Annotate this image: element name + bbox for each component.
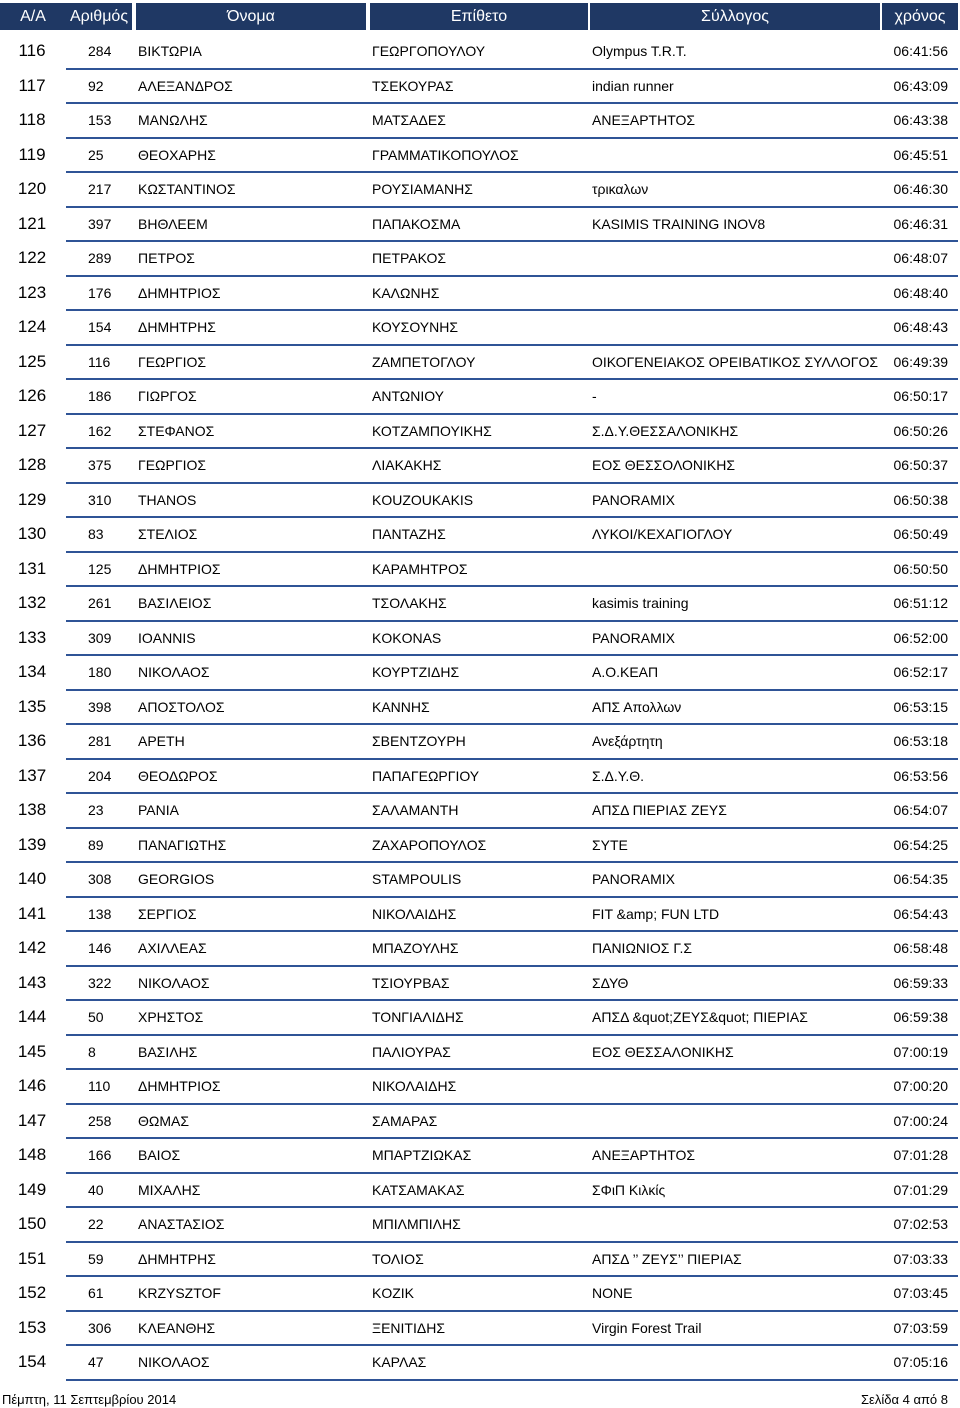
header-number: Αριθμός <box>66 3 132 30</box>
table-row <box>0 415 960 450</box>
row-time: 06:53:56 <box>893 767 948 784</box>
row-number: 308 <box>88 871 112 887</box>
row-rank: 120 <box>17 179 47 198</box>
row-club: ΣΦιΠ Κιλκίς <box>592 1181 666 1198</box>
page-footer <box>0 1392 960 1408</box>
row-club: Olympus T.R.T. <box>592 43 687 59</box>
table-row <box>0 622 960 657</box>
row-time: 06:50:50 <box>893 560 948 577</box>
row-first-name: ΒΑΙΟΣ <box>138 1147 181 1163</box>
row-club: NONE <box>592 1285 633 1301</box>
row-number: 89 <box>88 836 104 853</box>
row-number: 162 <box>88 422 112 439</box>
row-first-name: ΑΝΑΣΤΑΣΙΟΣ <box>138 1216 225 1232</box>
row-number: 146 <box>88 940 112 956</box>
row-first-name: ΠΑΝΑΓΙΩΤΗΣ <box>138 836 227 853</box>
row-first-name: ΝΙΚΟΛΑΟΣ <box>138 974 210 991</box>
table-row <box>0 691 960 726</box>
row-first-name: ΓΕΩΡΓΙΟΣ <box>138 457 206 473</box>
row-rank: 124 <box>17 317 47 336</box>
row-time: 06:43:38 <box>893 112 948 128</box>
row-first-name: ΑΧΙΛΛΕΑΣ <box>138 940 207 956</box>
row-time: 07:00:20 <box>893 1078 948 1094</box>
row-time: 07:03:45 <box>893 1285 948 1301</box>
row-club: Virgin Forest Trail <box>592 1319 702 1336</box>
row-rank: 118 <box>18 110 46 129</box>
row-club: PANORAMIX <box>592 871 675 887</box>
header-time: χρόνος <box>882 3 958 30</box>
row-last-name: ΓΕΩΡΓΟΠΟΥΛΟΥ <box>372 43 486 59</box>
row-time: 07:01:28 <box>893 1147 948 1163</box>
row-last-name: ΚΑΛΩΝΗΣ <box>372 284 440 301</box>
row-first-name: ΡΑΝΙΑ <box>138 802 179 818</box>
row-club: Σ.Δ.Υ.Θ. <box>592 767 645 784</box>
row-last-name: ΣΒΕΝΤΖΟΥΡΗ <box>372 733 466 749</box>
row-club: τρικαλων <box>592 181 649 197</box>
row-first-name: IOANNIS <box>138 629 196 646</box>
row-number: 284 <box>88 43 112 59</box>
row-club: FIT &amp; FUN LTD <box>592 905 720 922</box>
row-last-name: STAMPOULIS <box>372 871 462 887</box>
row-divider <box>66 1379 958 1381</box>
row-number: 110 <box>88 1078 111 1094</box>
row-rank: 150 <box>17 1214 47 1233</box>
row-first-name: ΒΗΘΛΕΕΜ <box>138 215 208 232</box>
row-last-name: ΜΠΑΡΤΖΙΩΚΑΣ <box>372 1147 472 1163</box>
row-club: ΕΟΣ ΘΕΣΣΑΛΟΝΙΚΗΣ <box>592 1043 734 1060</box>
row-first-name: ΑΡΕΤΗ <box>138 733 185 749</box>
table-row <box>0 656 960 691</box>
row-rank: 142 <box>17 938 47 957</box>
row-last-name: ΚΟΤΖΑΜΠΟΥΙΚΗΣ <box>372 422 492 439</box>
table-row <box>0 863 960 898</box>
row-club: PANORAMIX <box>592 629 675 646</box>
row-time: 06:50:49 <box>893 526 948 542</box>
row-number: 116 <box>88 353 111 370</box>
row-rank: 132 <box>17 593 47 612</box>
row-club: Σ.Δ.Υ.ΘΕΣΣΑΛΟΝΙΚΗΣ <box>592 422 739 439</box>
row-number: 261 <box>88 595 112 611</box>
table-row <box>0 829 960 864</box>
row-rank: 117 <box>18 75 46 95</box>
row-rank: 141 <box>17 903 47 923</box>
row-time: 06:50:37 <box>893 457 948 473</box>
table-row <box>0 1105 960 1140</box>
row-rank: 143 <box>17 972 47 992</box>
table-row <box>0 346 960 381</box>
row-last-name: ΑΝΤΩΝΙΟΥ <box>372 388 444 404</box>
row-club: PANORAMIX <box>592 491 675 508</box>
row-number: 306 <box>88 1319 112 1336</box>
row-time: 06:48:43 <box>893 319 948 335</box>
row-first-name: ΣΤΕΛΙΟΣ <box>138 526 198 542</box>
row-number: 25 <box>88 146 104 163</box>
row-time: 06:58:48 <box>893 940 948 956</box>
row-last-name: ΖΑΧΑΡΟΠΟΥΛΟΣ <box>372 836 487 853</box>
header-club: Σύλλογος <box>590 3 880 30</box>
row-number: 40 <box>88 1181 104 1198</box>
row-number: 125 <box>88 560 112 577</box>
row-time: 06:50:38 <box>893 491 948 508</box>
row-club: Ανεξάρτητη <box>592 733 663 749</box>
row-number: 83 <box>88 526 104 542</box>
table-row <box>0 1174 960 1209</box>
table-row <box>0 104 960 139</box>
row-first-name: ΑΛΕΞΑΝΔΡΟΣ <box>138 77 233 94</box>
row-club: ΛΥΚΟΙ/ΚΕΧΑΓΙΟΓΛΟΥ <box>592 526 733 542</box>
table-row <box>0 173 960 208</box>
row-time: 07:00:19 <box>893 1043 948 1060</box>
table-row <box>0 449 960 484</box>
row-last-name: ΜΠΑΖΟΥΛΗΣ <box>372 940 459 956</box>
table-row <box>0 70 960 105</box>
row-last-name: ΠΑΠΑΚΟΣΜΑ <box>372 215 461 232</box>
row-last-name: ΤΟΛΙΟΣ <box>372 1250 424 1267</box>
row-time: 06:48:40 <box>893 284 948 301</box>
row-last-name: ΝΙΚΟΛΑΙΔΗΣ <box>372 905 457 922</box>
row-first-name: ΑΠΟΣΤΟΛΟΣ <box>138 698 225 715</box>
row-rank: 116 <box>18 41 46 60</box>
row-first-name: ΔΗΜΗΤΡΙΟΣ <box>138 284 221 301</box>
row-first-name: ΝΙΚΟΛΑΟΣ <box>138 1354 210 1370</box>
table-row <box>0 760 960 795</box>
row-last-name: ΚΟΥΡΤΖΙΔΗΣ <box>372 664 460 680</box>
row-rank: 152 <box>17 1283 47 1302</box>
row-time: 06:53:18 <box>893 733 948 749</box>
table-row <box>0 1243 960 1278</box>
row-first-name: ΘΕΟΔΩΡΟΣ <box>138 767 218 784</box>
row-number: 281 <box>88 733 112 749</box>
row-number: 398 <box>88 698 112 715</box>
row-rank: 125 <box>17 351 47 371</box>
row-first-name: ΒΙΚΤΩΡΙΑ <box>138 43 202 59</box>
row-first-name: KRZYSZTOF <box>138 1285 221 1301</box>
table-row <box>0 311 960 346</box>
row-rank: 153 <box>17 1317 47 1337</box>
row-time: 07:03:59 <box>893 1319 948 1336</box>
row-rank: 133 <box>17 627 47 647</box>
row-first-name: ΚΛΕΑΝΘΗΣ <box>138 1319 216 1336</box>
table-row <box>0 1070 960 1105</box>
row-rank: 121 <box>17 213 47 233</box>
row-first-name: ΘΕΟΧΑΡΗΣ <box>138 146 216 163</box>
row-time: 07:05:16 <box>893 1354 948 1370</box>
row-club: ΑΠΣ Απολλων <box>592 698 682 715</box>
table-row <box>0 967 960 1002</box>
row-number: 22 <box>88 1216 104 1232</box>
row-first-name: THANOS <box>138 491 197 508</box>
table-row <box>0 587 960 622</box>
row-last-name: ΚΑΡΛΑΣ <box>372 1354 427 1370</box>
row-time: 06:46:31 <box>893 215 948 232</box>
row-number: 204 <box>88 767 112 784</box>
row-rank: 146 <box>17 1076 47 1095</box>
row-time: 06:52:00 <box>893 629 948 646</box>
row-time: 06:50:17 <box>893 388 948 404</box>
row-number: 61 <box>88 1285 104 1301</box>
row-rank: 119 <box>18 144 46 164</box>
row-time: 06:51:12 <box>893 595 948 611</box>
row-time: 06:54:35 <box>893 871 948 887</box>
row-rank: 122 <box>17 248 47 267</box>
row-rank: 154 <box>17 1352 47 1371</box>
row-rank: 136 <box>17 731 47 750</box>
row-time: 06:49:39 <box>893 353 948 370</box>
row-last-name: ΣΑΜΑΡΑΣ <box>372 1112 438 1129</box>
row-time: 06:41:56 <box>893 43 948 59</box>
table-row <box>0 794 960 829</box>
row-rank: 151 <box>17 1248 47 1268</box>
row-number: 258 <box>88 1112 112 1129</box>
row-last-name: ΤΣΙΟΥΡΒΑΣ <box>372 974 450 991</box>
row-time: 06:54:25 <box>893 836 948 853</box>
table-row <box>0 277 960 312</box>
row-time: 06:53:15 <box>893 698 948 715</box>
row-club: Α.Ο.ΚΕΑΠ <box>592 664 659 680</box>
row-number: 322 <box>88 974 112 991</box>
row-rank: 139 <box>17 834 47 854</box>
row-number: 153 <box>88 112 112 128</box>
row-time: 07:03:33 <box>893 1250 948 1267</box>
table-row <box>0 1312 960 1347</box>
row-rank: 138 <box>17 800 47 819</box>
row-time: 06:45:51 <box>893 146 948 163</box>
row-rank: 147 <box>17 1110 47 1130</box>
row-number: 154 <box>88 319 112 335</box>
row-last-name: ΜΑΤΣΑΔΕΣ <box>372 112 446 128</box>
row-club: ΑΝΕΞΑΡΤΗΤΟΣ <box>592 112 696 128</box>
table-row <box>0 725 960 760</box>
table-row <box>0 1001 960 1036</box>
row-first-name: ΔΗΜΗΤΡΗΣ <box>138 1250 216 1267</box>
row-club: ΠΑΝΙΩΝΙΟΣ Γ.Σ <box>592 940 693 956</box>
row-time: 06:48:07 <box>893 250 948 266</box>
row-last-name: KOUZOUKAKIS <box>372 491 474 508</box>
row-last-name: ΜΠΙΛΜΠΙΛΗΣ <box>372 1216 461 1232</box>
row-club: ΑΠΣΔ ’’ ΖΕΥΣ’’ ΠΙΕΡΙΑΣ <box>592 1250 742 1267</box>
row-number: 92 <box>88 77 104 94</box>
row-first-name: ΣΕΡΓΙΟΣ <box>138 905 197 922</box>
row-first-name: ΔΗΜΗΤΡΙΟΣ <box>138 1078 221 1094</box>
row-club: ΑΠΣΔ &quot;ΖΕΥΣ&quot; ΠΙΕΡΙΑΣ <box>592 1009 808 1025</box>
row-number: 8 <box>88 1043 96 1060</box>
row-rank: 140 <box>17 869 47 888</box>
row-rank: 130 <box>17 524 47 543</box>
row-last-name: ΛΙΑΚΑΚΗΣ <box>372 457 442 473</box>
row-rank: 123 <box>17 282 47 302</box>
row-first-name: ΣΤΕΦΑΝΟΣ <box>138 422 215 439</box>
row-first-name: ΜΑΝΩΛΗΣ <box>138 112 208 128</box>
table-row <box>0 1208 960 1243</box>
row-club: KASIMIS TRAINING INOV8 <box>592 215 766 232</box>
row-last-name: ΠΑΠΑΓΕΩΡΓΙΟΥ <box>372 767 480 784</box>
row-rank: 129 <box>17 489 47 509</box>
row-last-name: ΣΑΛΑΜΑΝΤΗ <box>372 802 459 818</box>
row-last-name: ΡΟΥΣΙΑΜΑΝΗΣ <box>372 181 473 197</box>
row-number: 59 <box>88 1250 104 1267</box>
row-time: 07:00:24 <box>893 1112 948 1129</box>
row-club: ΕΟΣ ΘΕΣΣΟΛΟΝΙΚΗΣ <box>592 457 735 473</box>
table-row <box>0 1036 960 1071</box>
row-rank: 127 <box>17 420 47 440</box>
row-time: 06:52:17 <box>893 664 948 680</box>
row-last-name: ΓΡΑΜΜΑΤΙΚΟΠΟΥΛΟΣ <box>372 146 519 163</box>
row-time: 06:46:30 <box>893 181 948 197</box>
row-first-name: GEORGIOS <box>138 871 215 887</box>
header-first-name: Όνομα <box>136 3 366 30</box>
row-club: ΣΥΤΕ <box>592 836 628 853</box>
row-club: kasimis training <box>592 595 689 611</box>
row-number: 166 <box>88 1147 112 1163</box>
row-number: 186 <box>88 388 112 404</box>
row-number: 138 <box>88 905 112 922</box>
row-number: 375 <box>88 457 112 473</box>
table-row <box>0 1139 960 1174</box>
table-row <box>0 898 960 933</box>
row-club: ΑΠΣΔ ΠΙΕΡΙΑΣ ΖΕΥΣ <box>592 802 727 818</box>
row-last-name: ΠΕΤΡΑΚΟΣ <box>372 250 447 266</box>
row-last-name: ΠΑΝΤΑΖΗΣ <box>372 526 446 542</box>
results-table <box>0 35 960 1381</box>
row-rank: 144 <box>17 1007 47 1026</box>
table-row <box>0 242 960 277</box>
row-time: 06:43:09 <box>893 77 948 94</box>
table-row <box>0 1277 960 1312</box>
table-row <box>0 932 960 967</box>
header-last-name: Επίθετο <box>370 3 588 30</box>
row-time: 07:01:29 <box>893 1181 948 1198</box>
row-last-name: ΚΑΝΝΗΣ <box>372 698 430 715</box>
row-last-name: ΤΟΝΓΙΑΛΙΔΗΣ <box>372 1009 464 1025</box>
row-club: ΑΝΕΞΑΡΤΗΤΟΣ <box>592 1147 696 1163</box>
table-row <box>0 553 960 588</box>
table-row <box>0 208 960 243</box>
table-row <box>0 35 960 70</box>
row-club: - <box>592 388 597 404</box>
row-first-name: ΔΗΜΗΤΡΗΣ <box>138 319 216 335</box>
header-rank: Α/Α <box>0 3 66 30</box>
row-first-name: ΠΕΤΡΟΣ <box>138 250 195 266</box>
row-number: 309 <box>88 629 112 646</box>
row-rank: 128 <box>17 455 47 474</box>
row-last-name: ΝΙΚΟΛΑΙΔΗΣ <box>372 1078 457 1094</box>
row-first-name: ΔΗΜΗΤΡΙΟΣ <box>138 560 221 577</box>
row-last-name: ΖΑΜΠΕΤΟΓΛΟΥ <box>372 353 476 370</box>
row-number: 176 <box>88 284 112 301</box>
row-first-name: ΚΩΣΤΑΝΤΙΝΟΣ <box>138 181 236 197</box>
row-last-name: ΚΟΥΣΟΥΝΗΣ <box>372 319 458 335</box>
row-number: 397 <box>88 215 112 232</box>
row-first-name: ΓΙΩΡΓΟΣ <box>138 388 197 404</box>
row-time: 06:50:26 <box>893 422 948 439</box>
row-first-name: ΓΕΩΡΓΙΟΣ <box>138 353 206 370</box>
table-row <box>0 139 960 174</box>
row-first-name: ΜΙΧΑΛΗΣ <box>138 1181 201 1198</box>
table-row <box>0 484 960 519</box>
table-row <box>0 518 960 553</box>
row-first-name: ΘΩΜΑΣ <box>138 1112 190 1129</box>
row-last-name: KOZIK <box>372 1285 415 1301</box>
row-number: 289 <box>88 250 112 266</box>
row-last-name: ΠΑΛΙΟΥΡΑΣ <box>372 1043 451 1060</box>
row-first-name: ΝΙΚΟΛΑΟΣ <box>138 664 210 680</box>
row-first-name: ΒΑΣΙΛΕΙΟΣ <box>138 595 212 611</box>
footer-date: Πέμπτη, 11 Σεπτεμβρίου 2014 <box>2 1392 177 1407</box>
row-last-name: ΞΕΝΙΤΙΔΗΣ <box>372 1319 445 1336</box>
row-time: 06:59:33 <box>893 974 948 991</box>
row-number: 50 <box>88 1009 104 1025</box>
row-number: 47 <box>88 1354 104 1370</box>
row-club: ΣΔΥΘ <box>592 974 629 991</box>
table-row <box>0 1346 960 1381</box>
row-club: indian runner <box>592 77 674 94</box>
row-last-name: ΚΑΤΣΑΜΑΚΑΣ <box>372 1181 465 1198</box>
table-row <box>0 380 960 415</box>
row-time: 06:59:38 <box>893 1009 948 1025</box>
row-number: 180 <box>88 664 112 680</box>
row-first-name: ΧΡΗΣΤΟΣ <box>138 1009 204 1025</box>
row-last-name: ΤΣΟΛΑΚΗΣ <box>372 595 447 611</box>
row-rank: 149 <box>17 1179 47 1199</box>
row-last-name: KOKONAS <box>372 629 442 646</box>
row-rank: 137 <box>17 765 47 785</box>
row-rank: 126 <box>17 386 47 405</box>
row-rank: 135 <box>17 696 47 716</box>
row-last-name: ΤΣΕΚΟΥΡΑΣ <box>372 77 454 94</box>
row-rank: 131 <box>17 558 47 578</box>
row-rank: 134 <box>17 662 47 681</box>
row-number: 310 <box>88 491 112 508</box>
row-rank: 145 <box>17 1041 47 1061</box>
row-time: 06:54:07 <box>893 802 948 818</box>
row-rank: 148 <box>17 1145 47 1164</box>
row-last-name: ΚΑΡΑΜΗΤΡΟΣ <box>372 560 468 577</box>
footer-page-number: Σελίδα 4 από 8 <box>861 1392 948 1407</box>
table-header <box>0 3 960 30</box>
row-number: 217 <box>88 181 112 197</box>
row-first-name: ΒΑΣΙΛΗΣ <box>138 1043 198 1060</box>
row-time: 07:02:53 <box>893 1216 948 1232</box>
row-club: ΟΙΚΟΓΕΝΕΙΑΚΟΣ ΟΡΕΙΒΑΤΙΚΟΣ ΣΥΛΛΟΓΟΣ <box>592 353 879 370</box>
row-number: 23 <box>88 802 104 818</box>
row-time: 06:54:43 <box>893 905 948 922</box>
